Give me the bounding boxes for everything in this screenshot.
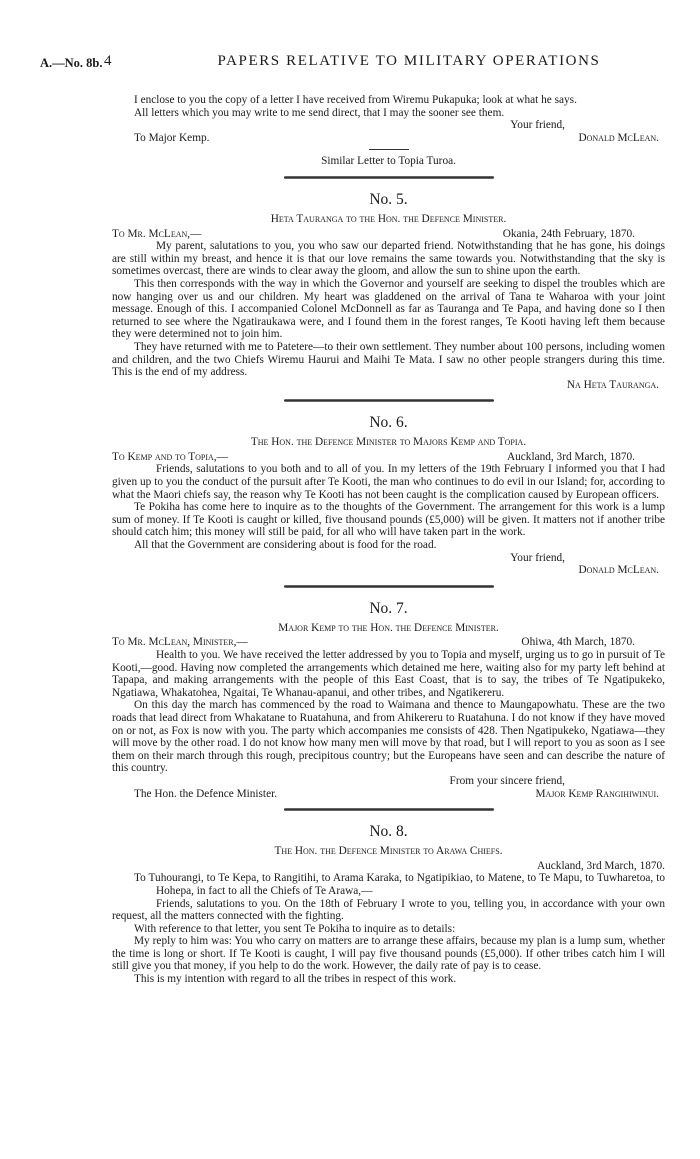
letter8-paragraph-3: My reply to him was: You who carry on matters are to arrange these affairs, because my plan is a lump sum, whether the time is long or short. If Te Kooti is caught, I will pay five thousand pounds (£5,000). If other tribes catch him I will still give you that money, if you help to do the work. However, the daily rate of pay is to cease. (112, 935, 665, 973)
letter6-salutation: To Kemp and to Topia,— (112, 450, 228, 463)
letter6-signature: Donald McLean. (578, 564, 659, 577)
letter7-signature: Major Kemp Rangihiwinui. (535, 787, 659, 800)
intro-addressee: To Major Kemp. (134, 131, 210, 144)
letter6-salutation-row (112, 451, 665, 464)
letter5-paragraph-3: They have returned with me to Patetere—to their own settlement. They number about 100 persons, including women and children, and the two Chiefs Wiremu Haurui and Maihi Te Mata. I saw no other people strangers during this time. This is the end of my address. (112, 340, 665, 379)
similar-letter-note: Similar Letter to Topia Turoa. (321, 155, 456, 168)
letter7-paragraph-1: Health to you. We have received the letter addressed by you to Topia and myself, urging us to go in pursuit of Te Kooti,—good. Having now completed the arrangements which detained me here, waiting also for my party left behind at Tapapa, and making arrangements with the people of this East Coast, that is to say, the tribes of Te Ngatipukeko, Ngatiawa, Whakatohea, Ngaitai, Te Whanau-apanui, and other tribes, and Ngatikereru. (112, 649, 665, 699)
letter5-paragraph-1: My parent, salutations to you, you who saw our departed friend. Notwithstanding that he has gone, his doings are still within my breast, and hence it is that our love remains the same towards you. Notwithstanding that the sky is sometimes overcast, there are winds to clear away the gloom, and allow the sun to shine upon the earth. (112, 240, 665, 278)
letter7-number: No. 7. (369, 599, 408, 617)
section-divider (284, 585, 494, 588)
letter8-paragraph-1: Friends, salutations to you. On the 18th of February I wrote to you, telling you, in accordance with your own request, all the matters connected with the fighting. (112, 897, 665, 923)
letter6-place-date: Auckland, 3rd March, 1870. (506, 450, 635, 463)
letter5-number: No. 5. (369, 190, 408, 208)
letter8-heading: The Hon. the Defence Minister to Arawa Chiefs. (274, 845, 503, 858)
letter8-address: To Tuhourangi, to Te Kepa, to Rangitihi, to Arama Karaka, to Ngatipikiao, to Matene, to Te Mapu, to Tuwharetoa, to Hohepa, in fact to all the Chiefs of Te Arawa,— (134, 872, 665, 897)
intro-paragraph-1: I enclose to you the copy of a letter I have received from Wiremu Pukapuka; look at what he says. (134, 94, 577, 106)
letter8-paragraph-4: This is my intention with regard to all the tribes in respect of this work. (134, 973, 457, 986)
letter5-salutation: To Mr. McLean,— (112, 227, 202, 240)
letter8-number: No. 8. (369, 823, 408, 841)
letter5-place-date: Okania, 24th February, 1870. (502, 227, 635, 240)
page-number: 4 (104, 53, 112, 69)
page-content (112, 94, 665, 986)
letter5-salutation-row (112, 228, 665, 241)
letter7-sign-row (112, 788, 665, 801)
running-title: PAPERS RELATIVE TO MILITARY OPERATIONS (217, 53, 601, 69)
section-divider (284, 399, 494, 402)
intro-paragraph-2: All letters which you may write to me send direct, that I may the sooner see them. (134, 106, 505, 119)
letter7-heading: Major Kemp to the Hon. the Defence Minister. (278, 621, 499, 634)
letter6-paragraph-3: All that the Government are considering about is food for the road. (134, 539, 437, 552)
letter5-signature: Na Heta Tauranga. (566, 378, 659, 391)
letter7-closing: From your sincere friend, (449, 774, 565, 787)
short-rule (369, 149, 409, 150)
letter7-salutation: To Mr. McLean, Minister,— (112, 636, 248, 649)
letter7-place-date: Ohiwa, 4th March, 1870. (521, 636, 635, 649)
section-divider (284, 176, 494, 179)
intro-sign-row (112, 132, 665, 145)
letter7-salutation-row (112, 636, 665, 649)
letter5-paragraph-2: This then corresponds with the way in which the Governor and yourself are seeking to dispel the troubles which are now hanging over us and our children. My heart was gladdened on the arrival of Tana te Waharoa with your joint message. Enough of this. I accompanied Colonel McDonnell as far as Tauranga and Te Papa, and having done so I then returned to see where the Ngatiraukawa were, and I found them in the forest ranges, Te Kooti having left them because they were determined not to join him. (112, 277, 665, 341)
intro-signature: Donald McLean. (578, 131, 659, 144)
letter7-paragraph-2: On this day the march has commenced by the road to Waimana and thence to Maungapowhatu. These are the two roads that lead direct from Whakatane to Ruatahuna, and from Ahikereru to Ruatahuna. I do not know if they have moved on or not, as Fox is now with you. The party which accompanies me consists of 428. Then Ngatipukeko, Ngatiawa—they will move by the other road. I do not know how many men will move by that road, but I will report to you as soon as I see them on their march through this rough, precipitous country; but the Europeans have seen and can describe the nature of this country. (112, 699, 665, 775)
letter6-closing: Your friend, (510, 551, 565, 564)
letter7-addressee: The Hon. the Defence Minister. (134, 787, 278, 800)
intro-closing: Your friend, (510, 119, 565, 132)
letter6-number: No. 6. (369, 414, 408, 432)
letter8-place-date: Auckland, 3rd March, 1870. (536, 859, 665, 872)
letter5-heading: Heta Tauranga to the Hon. the Defence Minister. (270, 212, 507, 225)
letter8-paragraph-2: With reference to that letter, you sent Te Pokiha to inquire as to details: (134, 922, 456, 935)
page-header (40, 55, 670, 77)
letter6-paragraph-1: Friends, salutations to you both and to all of you. In my letters of the 19th February I informed you that I had given up to you the conduct of the pursuit after Te Kooti, the man who continues to do evil in our Island; for, according to what the Maori chiefs say, the reason why Te Kooti has not been caught is the complication caused by European officers. (112, 463, 665, 501)
section-divider (284, 808, 494, 811)
letter6-paragraph-2: Te Pokiha has come here to inquire as to the thoughts of the Government. The arrangement for this work is a lump sum of money. If Te Kooti is caught or killed, five thousand pounds (£5,000) will be given. It matters not if another tribe should catch him; this money will still be paid, for all who will have taken part in the work. (112, 501, 665, 539)
letter6-heading: The Hon. the Defence Minister to Majors Kemp and Topia. (250, 436, 527, 449)
document-reference: A.—No. 8b. (40, 56, 103, 70)
